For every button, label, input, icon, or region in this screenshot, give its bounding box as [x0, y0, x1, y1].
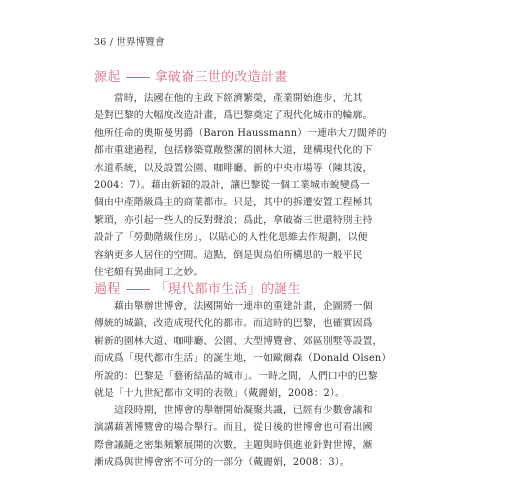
text-line: 就是「十九世紀都市文明的表徵」（戴麗娟，2008：2）。: [94, 387, 345, 399]
text-line: 而成爲「現代都市生活」的誕生地，一如歐爾森（Donald Olsen）: [94, 353, 392, 365]
paragraph-process-2: [94, 402, 424, 472]
text-line: 設計了「勞動階級住房」，以貼心的人性化思維去作規劃，以便: [94, 232, 368, 244]
text-line: 傳統的城鎮，改造成現代化的都市。而這時的巴黎，也確實因爲: [94, 318, 373, 330]
text-line: 所說的：巴黎是「藝術結晶的城市」。一時之間，人們口中的巴黎: [94, 370, 378, 382]
text-line: 住宅頗有異曲同工之妙。: [94, 266, 204, 278]
text-line: 2004：7）。藉由新穎的設計，讓巴黎從一個工業城市蛻變爲一: [94, 179, 370, 191]
text-line: 是對巴黎的大幅度改造計畫，爲巴黎奠定了現代化城市的輪廓。: [94, 110, 373, 122]
heading-label: 過程: [94, 282, 121, 297]
text-line: 繁瑣，亦引起一些人的反對聲浪；爲此，拿破崙三世還特別主持: [94, 214, 373, 226]
section-heading-origin: [94, 66, 288, 85]
text-line: 個由中產階級爲主的商業都市。只是，其中的拆遷安置工程極其: [94, 197, 373, 209]
text-line: 嶄新的園林大道、咖啡廳、公園、大型博覽會、郊區別墅等設置，: [94, 335, 383, 347]
heading-title: 拿破崙三世的改造計畫: [154, 70, 288, 85]
text-line: 他所任命的奧斯曼男爵（Baron Haussmann）一連串大刀闊斧的: [94, 127, 387, 139]
text-line: 容納更多人居住的空間。這點，倒是與烏伯所構思的一般平民: [94, 249, 363, 261]
text-line: 水道系統，以及設置公園、咖啡廳、新的中央市場等（陳其浚，: [94, 162, 373, 174]
text-line: 都市重建過程，包括修築寬敞整潔的園林大道，建構現代化的下: [94, 145, 373, 157]
paragraph-process-1: [94, 298, 424, 402]
text-line: 這段時期，世博會的舉辦開始凝聚共識，已經有少數會議和: [94, 405, 373, 416]
heading-dash-divider: [126, 289, 150, 290]
heading-title: 「現代都市生活」的誕生: [154, 282, 301, 297]
paragraph-origin: [94, 90, 424, 281]
page-header: 36 / 世界博覽會: [94, 37, 165, 48]
section-heading-process: [94, 278, 301, 297]
text-line: 際會議隨之密集頻繁展開的次數，主題與時俱進並針對世博，漸: [94, 439, 373, 451]
text-line: 演講藉著博覽會的場合舉行。而且，從日後的世博會也可看出國: [94, 422, 373, 434]
text-line: 藉由舉辦世博會，法國開始一連串的重建計畫，企圖將一個: [94, 301, 373, 312]
heading-label: 源起: [94, 70, 121, 85]
heading-dash-divider: [126, 77, 150, 78]
text-line: 當時，法國在他的主政下經濟繁榮，產業開始進步，尤其: [94, 93, 363, 104]
text-line: 漸成爲與世博會密不可分的一部分（戴麗娟，2008：3）。: [94, 457, 350, 469]
